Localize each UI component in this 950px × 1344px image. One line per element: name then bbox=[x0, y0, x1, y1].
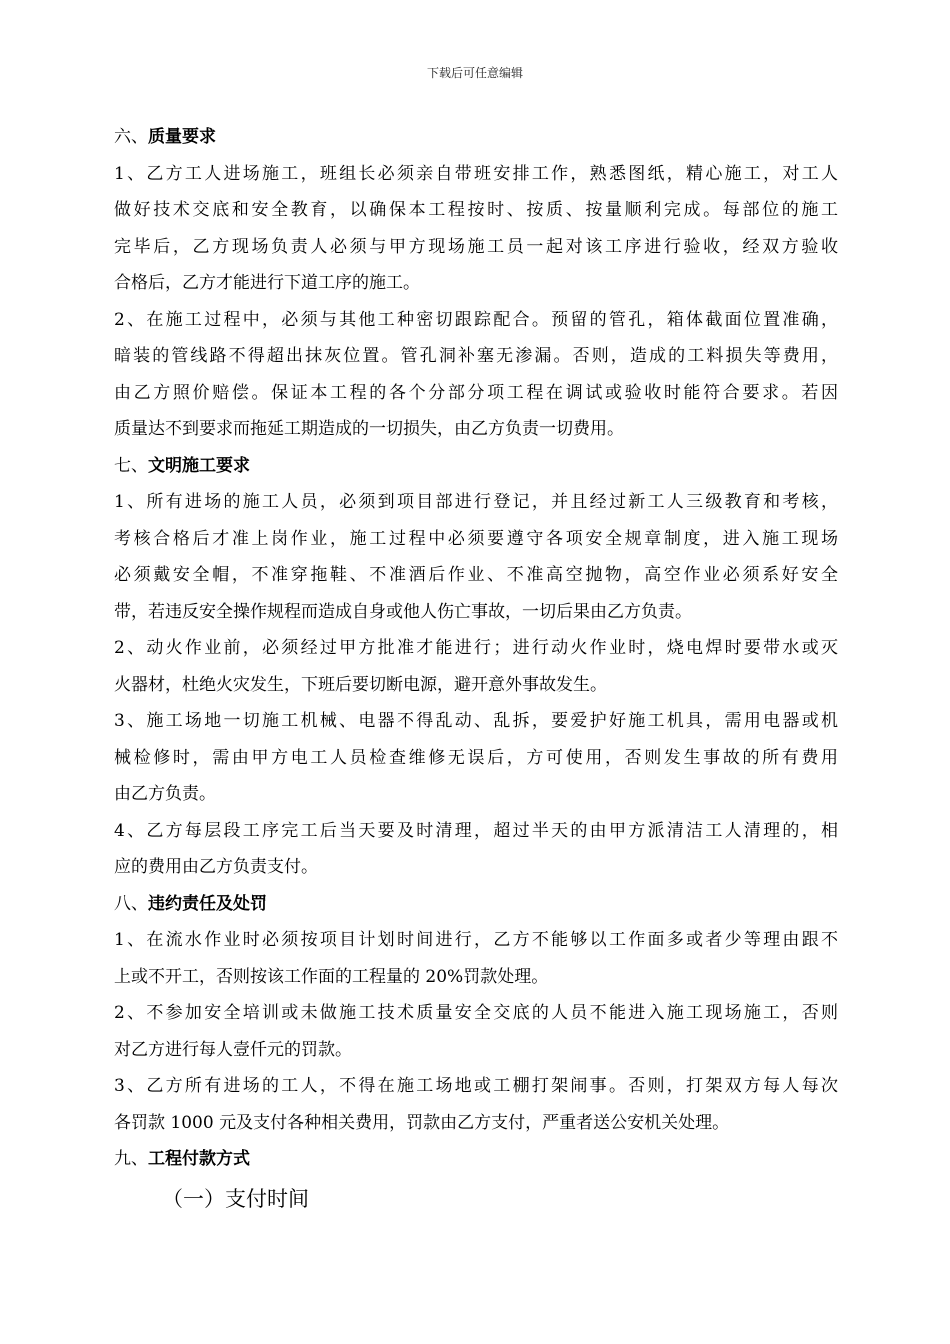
section-heading bbox=[114, 886, 838, 923]
paragraph bbox=[114, 630, 838, 703]
paragraph-line: 合格后，乙方才能进行下道工序的施工。 bbox=[114, 273, 420, 293]
paragraph-line: 带，若违反安全操作规程而造成自身或他人伤亡事故，一切后果由乙方负责。 bbox=[114, 601, 692, 622]
section-heading bbox=[114, 119, 838, 156]
paragraph-line: 1、在流水作业时必须按项目计划时间进行，乙方不能够以工作面多或者少等理由跟不 bbox=[114, 930, 838, 950]
section-number: 九、 bbox=[114, 1149, 148, 1169]
paragraph-line: 3、乙方所有进场的工人，不得在施工场地或工棚打架闹事。否则，打架双方每人每次 bbox=[114, 1076, 838, 1096]
paragraph bbox=[114, 1068, 838, 1141]
section-title: 违约责任及处罚 bbox=[148, 893, 267, 914]
paragraph-line: 各罚款 1000 元及支付各种相关费用，罚款由乙方支付，严重者送公安机关处理。 bbox=[114, 1112, 730, 1133]
page-header: 下载后可任意编辑 bbox=[426, 66, 523, 80]
paragraph-line: 质量达不到要求而拖延工期造成的一切损失，由乙方负责一切费用。 bbox=[114, 419, 624, 439]
paragraph-line: 做好技术交底和安全教育，以确保本工程按时、按质、按量顺利完成。每部位的施工 bbox=[114, 200, 838, 220]
paragraph bbox=[114, 302, 838, 448]
paragraph-line: 2、动火作业前，必须经过甲方批准才能进行；进行动火作业时，烧电焊时要带水或灭 bbox=[114, 638, 838, 658]
paragraph-line: 应的费用由乙方负责支付。 bbox=[114, 857, 318, 877]
paragraph bbox=[114, 156, 838, 302]
paragraph-line: 上或不开工，否则按该工作面的工程量的 20%罚款处理。 bbox=[114, 966, 549, 987]
section-title: 工程付款方式 bbox=[148, 1149, 250, 1169]
section-title: 文明施工要求 bbox=[148, 455, 250, 476]
paragraph-line: 暗装的管线路不得超出抹灰位置。管孔洞补塞无渗漏。否则，造成的工料损失等费用， bbox=[114, 346, 838, 366]
paragraph-line: 必须戴安全帽，不准穿拖鞋、不准酒后作业、不准高空抛物，高空作业必须系好安全 bbox=[114, 565, 838, 585]
section-title: 质量要求 bbox=[148, 127, 216, 147]
paragraph-line: 由乙方照价赔偿。保证本工程的各个分部分项工程在调试或验收时能符合要求。若因 bbox=[114, 382, 838, 403]
section-number: 六、 bbox=[114, 127, 148, 147]
paragraph-line: 4、乙方每层段工序完工后当天要及时清理，超过半天的由甲方派清洁工人清理的，相 bbox=[114, 820, 838, 841]
subsection-heading: （一）支付时间 bbox=[162, 1186, 309, 1211]
paragraph bbox=[114, 703, 838, 813]
section-heading bbox=[114, 1141, 838, 1178]
paragraph-line: 械检修时，需由甲方电工人员检查维修无误后，方可使用，否则发生事故的所有费用 bbox=[114, 747, 838, 768]
section-number: 八、 bbox=[114, 893, 148, 914]
paragraph-line: 2、在施工过程中，必须与其他工种密切跟踪配合。预留的管孔，箱体截面位置准确， bbox=[114, 309, 838, 330]
section-heading bbox=[114, 448, 838, 485]
paragraph bbox=[114, 995, 838, 1068]
paragraph-line: 1、乙方工人进场施工，班组长必须亲自带班安排工作，熟悉图纸，精心施工，对工人 bbox=[114, 163, 838, 184]
paragraph-line: 考核合格后才准上岗作业，施工过程中必须要遵守各项安全规章制度，进入施工现场 bbox=[114, 528, 838, 549]
paragraph-line: 火器材，杜绝火灾发生，下班后要切断电源，避开意外事故发生。 bbox=[114, 674, 607, 695]
paragraph-line: 由乙方负责。 bbox=[114, 784, 216, 804]
paragraph-line: 完毕后，乙方现场负责人必须与甲方现场施工员一起对该工序进行验收，经双方验收 bbox=[114, 236, 838, 257]
section-number: 七、 bbox=[114, 455, 148, 476]
paragraph bbox=[114, 484, 838, 630]
paragraph-line: 2、不参加安全培训或未做施工技术质量安全交底的人员不能进入施工现场施工，否则 bbox=[114, 1003, 838, 1023]
document-body bbox=[114, 119, 838, 1220]
paragraph-line: 1、所有进场的施工人员，必须到项目部进行登记，并且经过新工人三级教育和考核， bbox=[114, 492, 838, 512]
paragraph-line: 3、施工场地一切施工机械、电器不得乱动、乱拆，要爱护好施工机具，需用电器或机 bbox=[114, 711, 838, 731]
paragraph bbox=[114, 813, 838, 886]
paragraph bbox=[114, 922, 838, 995]
paragraph-line: 对乙方进行每人壹仟元的罚款。 bbox=[114, 1039, 352, 1060]
